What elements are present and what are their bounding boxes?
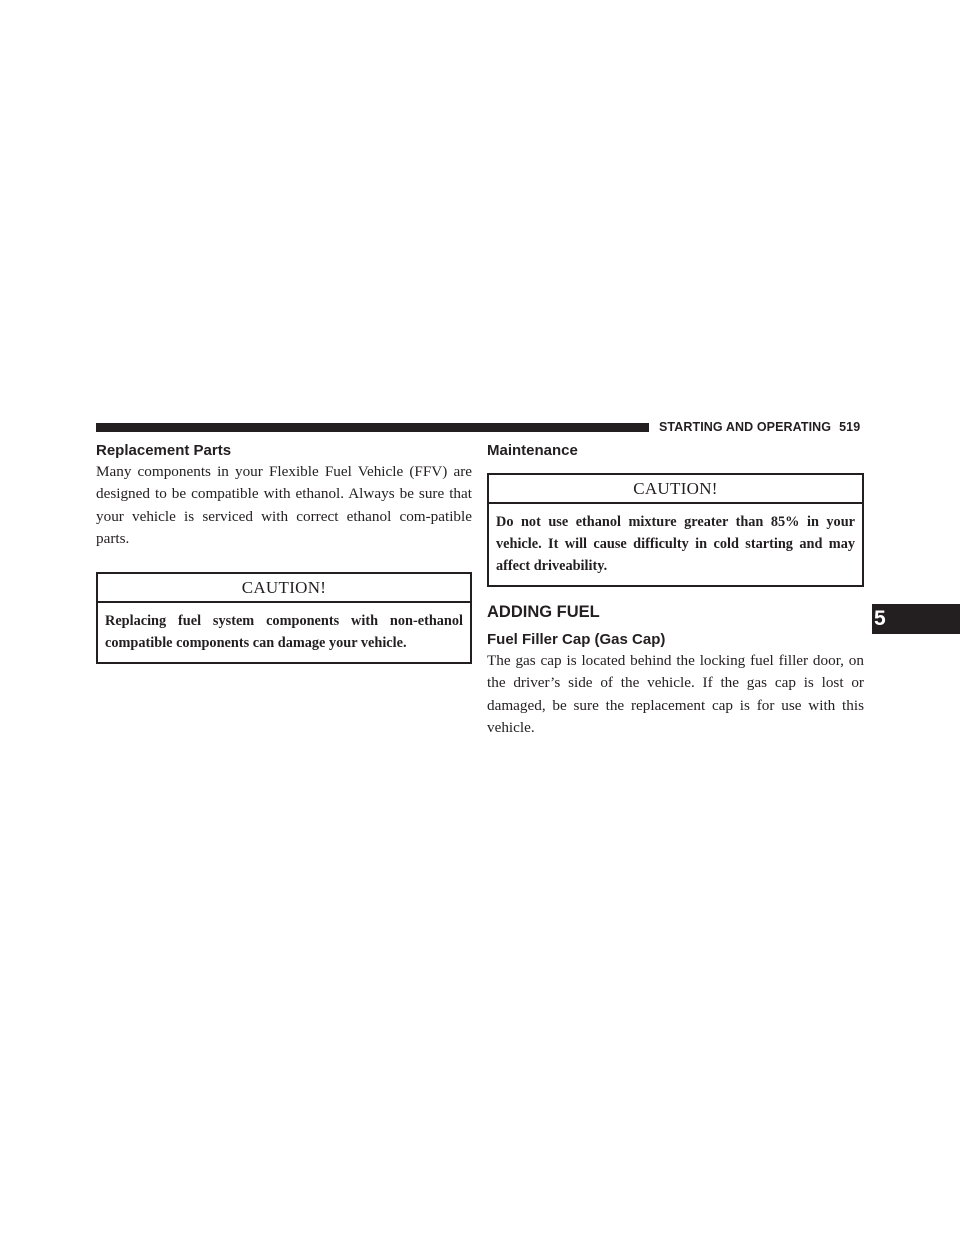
- chapter-tab: 5: [872, 604, 960, 634]
- maintenance-heading: Maintenance: [487, 442, 578, 459]
- header-rule: [96, 423, 649, 432]
- right-column: [487, 440, 864, 739]
- adding-fuel-heading: ADDING FUEL: [487, 603, 600, 621]
- caution-title: CAUTION!: [489, 475, 862, 504]
- fuel-filler-cap-heading: Fuel Filler Cap (Gas Cap): [487, 631, 666, 648]
- header-section-title: STARTING AND OPERATING: [659, 420, 832, 434]
- fuel-filler-cap-paragraph: The gas cap is located behind the locking fuel filler door, on the driver’s side of the vehicle. If the gas cap is lost or damaged, be sure the replacement cap is for use with this vehicle.: [487, 652, 864, 736]
- left-column: [96, 440, 472, 664]
- running-header: [659, 419, 860, 435]
- replacement-parts-heading: Replacement Parts: [96, 442, 232, 459]
- caution-box-replacement: [96, 572, 472, 664]
- caution-text: Do not use ethanol mixture greater than 85% in your vehicle. It will cause difficulty in cold starting and may affect driveability.: [496, 514, 855, 574]
- replacement-parts-paragraph: Many components in your Flexible Fuel Vehicle (FFV) are designed to be compatible with ethanol. Always be sure that your vehicle is serviced with correct ethanol com-patible parts.: [96, 463, 472, 547]
- page-number: 519: [839, 420, 861, 434]
- caution-box-maintenance: [487, 473, 864, 587]
- caution-text: Replacing fuel system components with non-ethanol compatible components can damage your vehicle.: [105, 613, 463, 652]
- caution-title: CAUTION!: [98, 574, 470, 603]
